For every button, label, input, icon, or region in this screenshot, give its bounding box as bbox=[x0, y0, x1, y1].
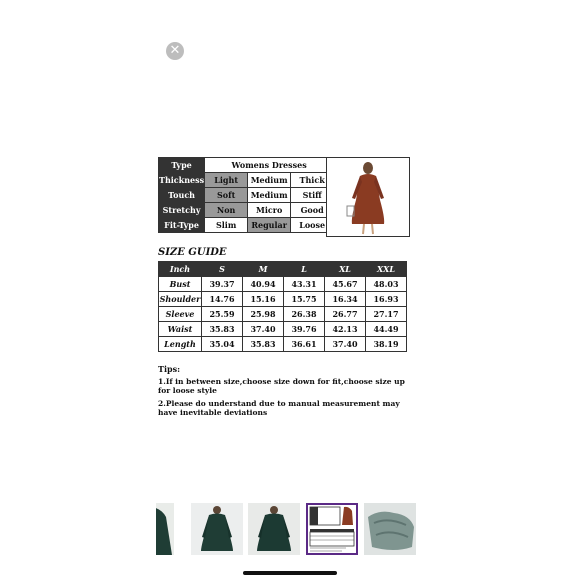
property-option: Micro bbox=[248, 203, 291, 218]
property-option: Slim bbox=[205, 218, 248, 233]
table-row bbox=[159, 173, 334, 188]
column-header: M bbox=[243, 262, 284, 277]
table-cell: 27.17 bbox=[366, 307, 407, 322]
thumbnail[interactable] bbox=[248, 503, 300, 555]
row-label: Bust bbox=[159, 277, 202, 292]
tips-label: Tips: bbox=[158, 364, 181, 374]
type-value: Womens Dresses bbox=[205, 158, 334, 173]
properties-table bbox=[158, 157, 334, 233]
column-header: Inch bbox=[159, 262, 202, 277]
close-button[interactable] bbox=[166, 42, 184, 60]
property-option: Regular bbox=[248, 218, 291, 233]
home-indicator[interactable] bbox=[243, 571, 337, 575]
row-label: Length bbox=[159, 337, 202, 352]
dress-model-photo bbox=[326, 157, 410, 237]
property-option: Light bbox=[205, 173, 248, 188]
thumbnail-selected[interactable] bbox=[306, 503, 358, 555]
table-row bbox=[159, 203, 334, 218]
table-cell: 15.16 bbox=[243, 292, 284, 307]
table-row bbox=[159, 337, 407, 352]
thumbnail[interactable] bbox=[364, 503, 416, 555]
property-option: Thick bbox=[291, 173, 334, 188]
table-row bbox=[159, 218, 334, 233]
property-option: Loose bbox=[291, 218, 334, 233]
close-icon: ✕ bbox=[169, 43, 181, 58]
table-cell: 16.93 bbox=[366, 292, 407, 307]
table-cell: 48.03 bbox=[366, 277, 407, 292]
property-option: Medium bbox=[248, 188, 291, 203]
table-cell: 15.75 bbox=[284, 292, 325, 307]
table-cell: 35.04 bbox=[202, 337, 243, 352]
table-cell: 26.38 bbox=[284, 307, 325, 322]
table-cell: 25.59 bbox=[202, 307, 243, 322]
row-label: Waist bbox=[159, 322, 202, 337]
table-row bbox=[159, 158, 334, 173]
row-label: Shoulder bbox=[159, 292, 202, 307]
property-label: Touch bbox=[159, 188, 205, 203]
table-cell: 39.37 bbox=[202, 277, 243, 292]
table-cell: 40.94 bbox=[243, 277, 284, 292]
column-header: XXL bbox=[366, 262, 407, 277]
table-cell: 36.61 bbox=[284, 337, 325, 352]
size-guide-title: SIZE GUIDE bbox=[158, 247, 227, 258]
table-cell: 38.19 bbox=[366, 337, 407, 352]
table-header-row bbox=[159, 262, 407, 277]
table-cell: 35.83 bbox=[202, 322, 243, 337]
table-cell: 37.40 bbox=[243, 322, 284, 337]
table-cell: 45.67 bbox=[325, 277, 366, 292]
property-option: Non bbox=[205, 203, 248, 218]
row-label: Sleeve bbox=[159, 307, 202, 322]
table-cell: 39.76 bbox=[284, 322, 325, 337]
table-row bbox=[159, 277, 407, 292]
property-label: Stretchy bbox=[159, 203, 205, 218]
column-header: XL bbox=[325, 262, 366, 277]
table-row bbox=[159, 188, 334, 203]
tip-text: 2.Please do understand due to manual measurement may have inevitable deviations bbox=[158, 399, 400, 417]
size-chart-image bbox=[156, 155, 422, 423]
table-cell: 26.77 bbox=[325, 307, 366, 322]
table-cell: 42.13 bbox=[325, 322, 366, 337]
property-option: Medium bbox=[248, 173, 291, 188]
thumbnail-strip bbox=[156, 503, 421, 555]
table-row bbox=[159, 307, 407, 322]
table-row bbox=[159, 322, 407, 337]
column-header: S bbox=[202, 262, 243, 277]
table-cell: 25.98 bbox=[243, 307, 284, 322]
property-option: Good bbox=[291, 203, 334, 218]
type-label: Type bbox=[159, 158, 205, 173]
table-cell: 14.76 bbox=[202, 292, 243, 307]
property-label: Thickness bbox=[159, 173, 205, 188]
property-option: Soft bbox=[205, 188, 248, 203]
table-cell: 37.40 bbox=[325, 337, 366, 352]
table-cell: 43.31 bbox=[284, 277, 325, 292]
thumbnail[interactable] bbox=[191, 503, 243, 555]
size-guide-table bbox=[158, 261, 407, 352]
table-row bbox=[159, 292, 407, 307]
table-cell: 44.49 bbox=[366, 322, 407, 337]
thumbnail[interactable] bbox=[156, 503, 174, 555]
property-option: Stiff bbox=[291, 188, 334, 203]
table-cell: 16.34 bbox=[325, 292, 366, 307]
tip-text: 1.If in between size,choose size down for fit,choose size up for loose style bbox=[158, 377, 405, 395]
property-label: Fit-Type bbox=[159, 218, 205, 233]
table-cell: 35.83 bbox=[243, 337, 284, 352]
column-header: L bbox=[284, 262, 325, 277]
